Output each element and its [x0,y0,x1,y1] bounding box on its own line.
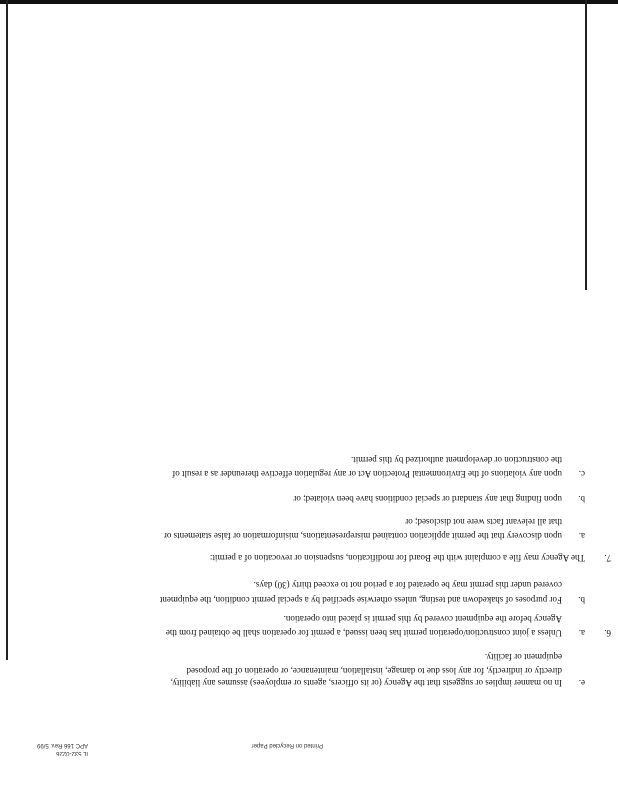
item-e-label: e. [578,678,585,688]
item-6a-label: a. [578,628,585,638]
item-7-text: The Agency may file a complaint with the Board for modification, suspension or revocation of a permit: [209,553,585,563]
item-6a-line-1: Unless a joint construction/operation permit has been issued, a permit for operation shall be obtained from the [165,628,562,638]
item-7c-line-2: the construction or development authorized by this permit. [351,455,562,465]
footer-form-number: IL 532-0226 [56,750,88,756]
item-6-number: 6. [604,628,611,638]
item-7-number: 7. [604,553,611,563]
footer-printed-note: Printed on Recycled Paper [251,742,323,748]
item-7a-line-1: upon discovery that the permit application contained misrepresentations, misinformation or false statements or [163,531,562,541]
item-e-line-1: In no manner implies or suggests that the Agency (or its officers, agents or employees) assumes any liability, [170,678,562,688]
item-7b-line-1: upon finding that any standard or special conditions have been violated; or [293,494,562,504]
item-7c-label: c. [578,469,585,479]
item-6b-line-2: covered under this permit may be operated for a period not to exceed thirty (30) days. [253,580,562,590]
item-6b-line-1: For purposes of shakedown and testing, unless otherwise specified by a special permit condition, the equipment [159,595,562,605]
item-7c-line-1: upon any violations of the Environmental Protection Act or any regulation effective thereunder as a result of [172,469,562,479]
footer-revision: APC 166 Rev. 5/99 [37,742,88,748]
item-7b-label: b. [578,494,585,504]
item-7a-label: a. [578,531,585,541]
item-e-line-2: directly or indirectly, for any loss due to damage, installation, maintenance, or operation of the proposed [186,666,562,676]
item-6a-line-2: Agency before the equipment covered by this permit is placed into operation. [283,614,562,624]
item-6b-label: b. [578,595,585,605]
item-e-line-3: equipment or facility. [484,652,562,662]
item-7a-line-2: that all relevant facts were not disclosed; or [405,517,562,527]
